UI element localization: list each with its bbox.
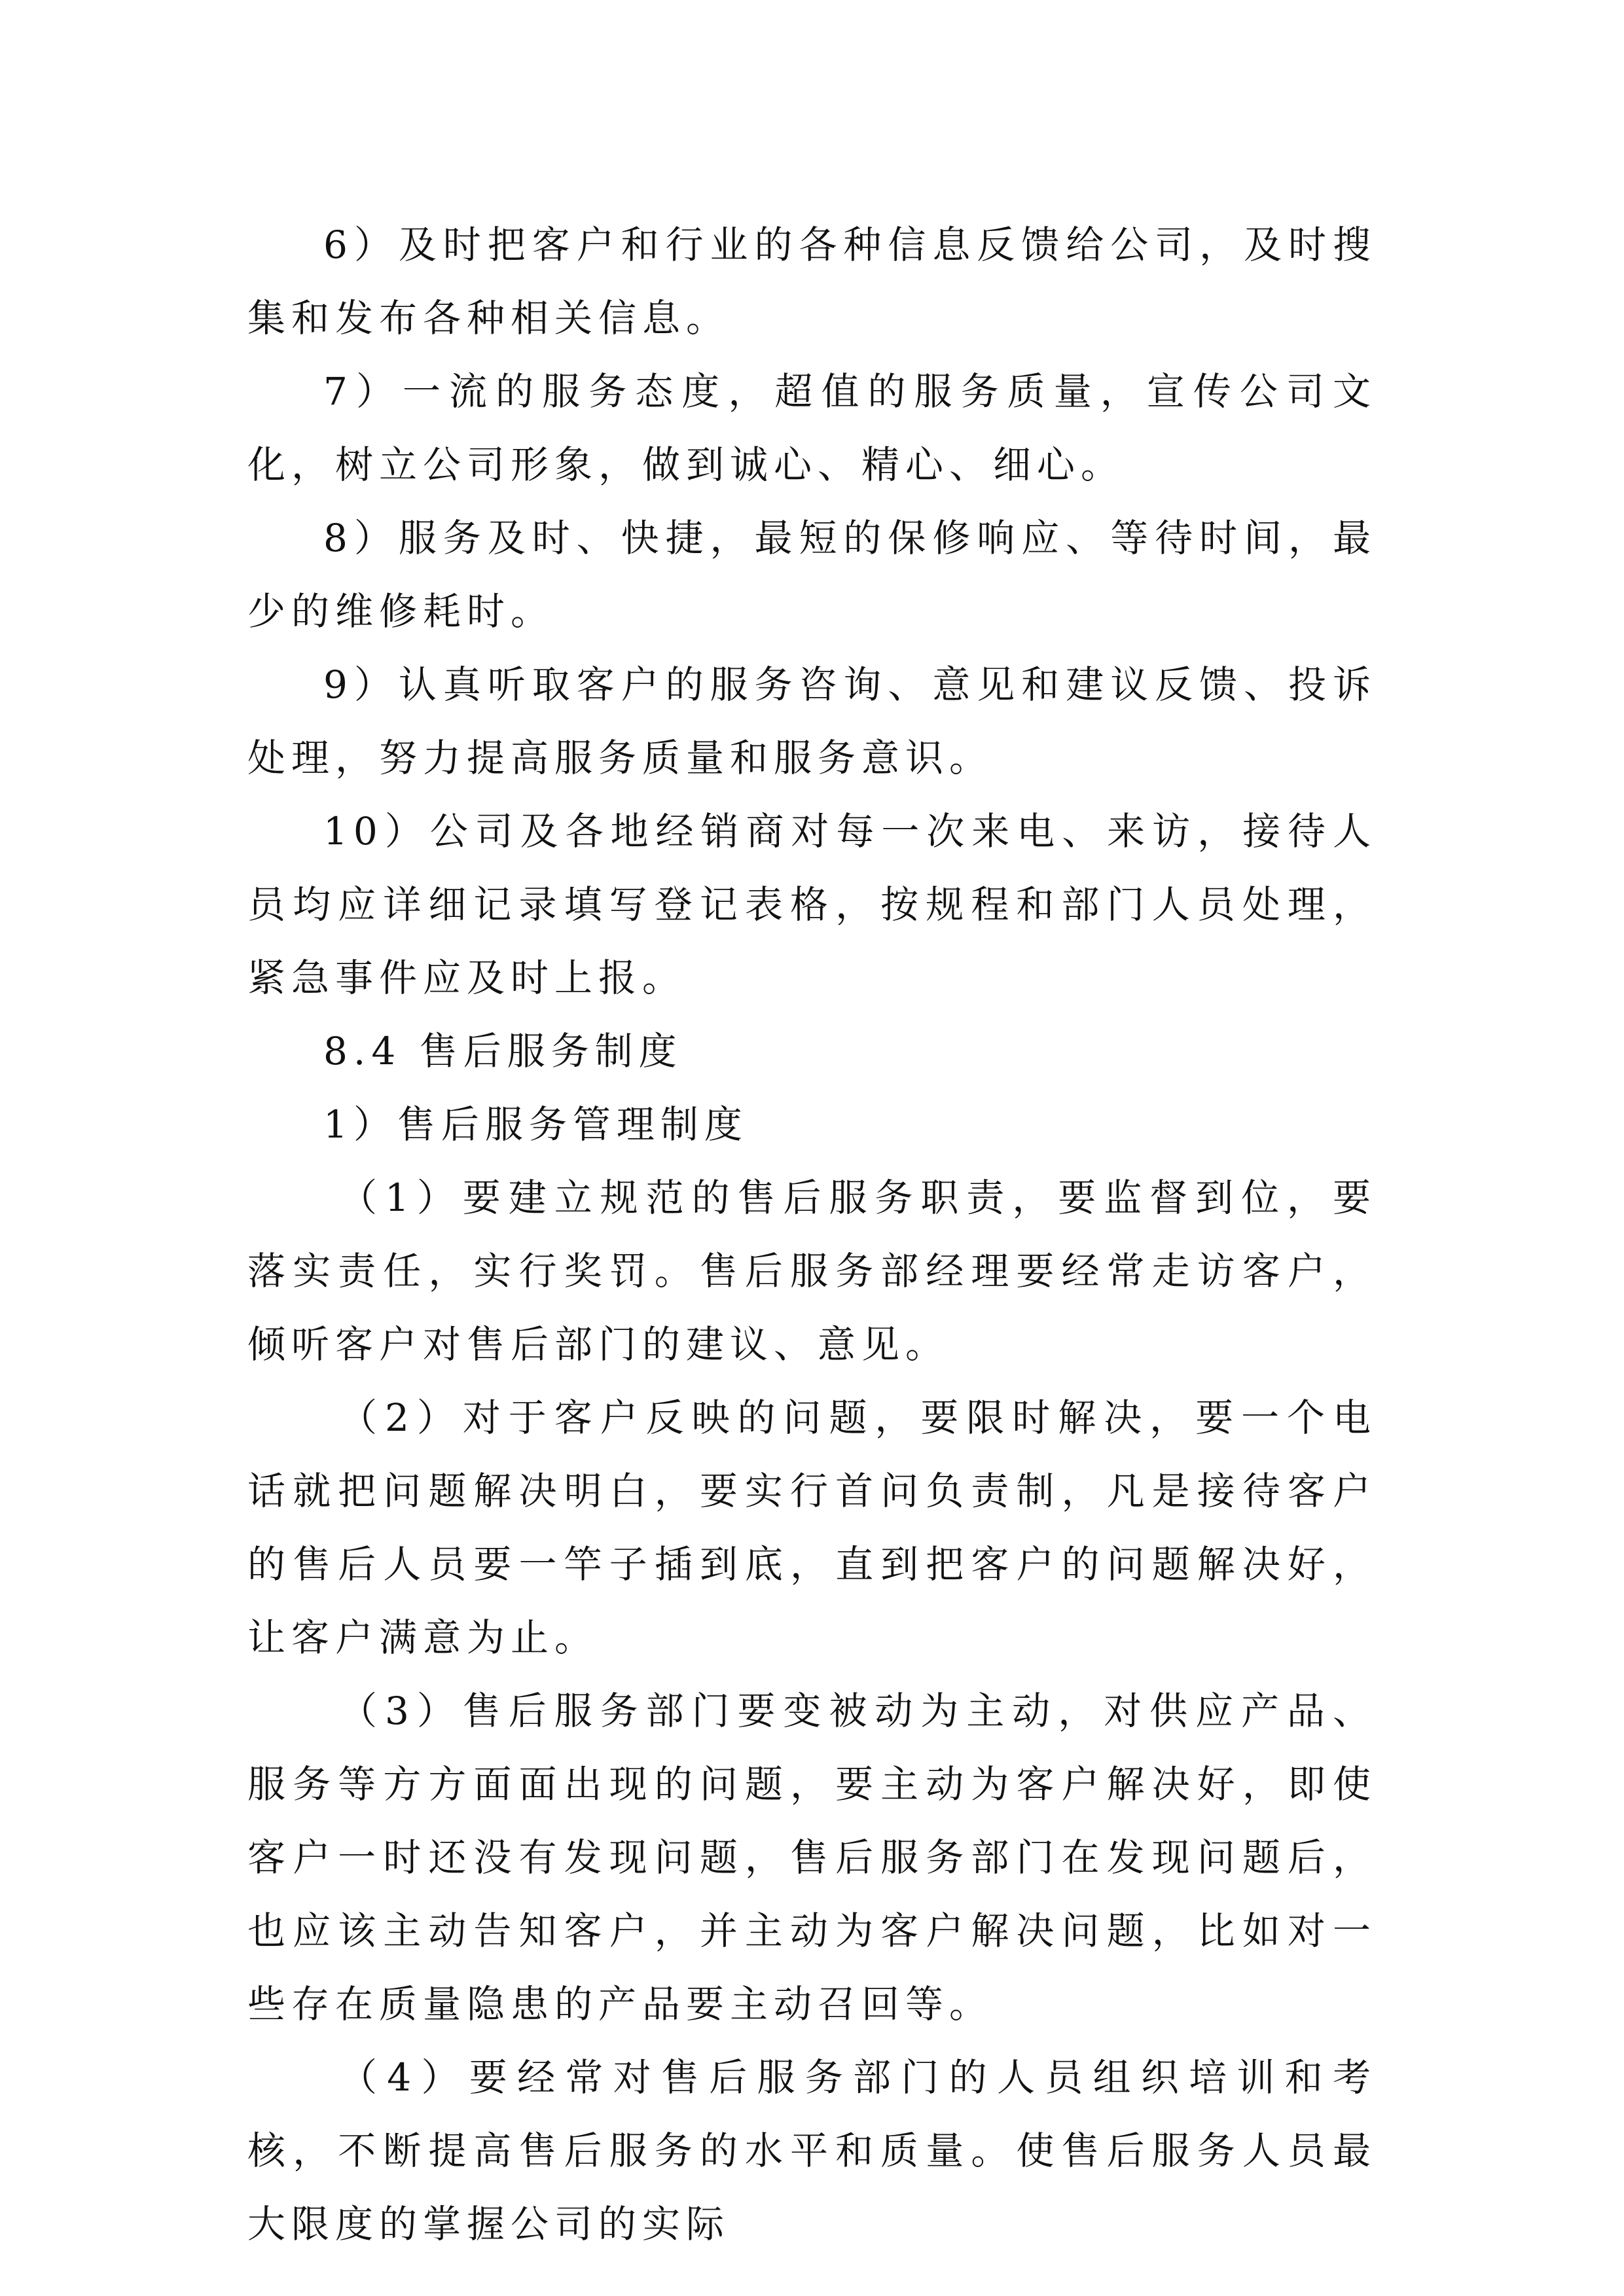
paragraph-item-8: 8）服务及时、快捷，最短的保修响应、等待时间，最少的维修耗时。 — [247, 516, 1377, 634]
section-heading-8-4: 8.4 售后服务制度 — [323, 1029, 683, 1073]
clause-item-3: （3）售后服务部门要变被动为主动，对供应产品、服务等方方面面出现的问题，要主动为客户解决好，即使客户一时还没有发现问题，售后服务部门在发现问题后，也应该主动告知客户，并主动为客户解决问题，比如对一些存在质量隐患的产品要主动召回等。 — [247, 1689, 1377, 2026]
subsection-heading-1: 1）售后服务管理制度 — [323, 1102, 748, 1147]
paragraph-item-9: 9）认真听取客户的服务咨询、意见和建议反馈、投诉处理，努力提高服务质量和服务意识。 — [247, 662, 1377, 780]
document-body — [247, 208, 1377, 2261]
paragraph-item-6: 6）及时把客户和行业的各种信息反馈给公司，及时搜集和发布各种相关信息。 — [247, 223, 1377, 340]
paragraph-item-10: 10）公司及各地经销商对每一次来电、来访，接待人员均应详细记录填写登记表格，按规程和部门人员处理，紧急事件应及时上报。 — [247, 809, 1377, 1000]
paragraph-item-7: 7）一流的服务态度，超值的服务质量，宣传公司文化，树立公司形象，做到诚心、精心、细心。 — [247, 369, 1377, 487]
clause-item-4: （4）要经常对售后服务部门的人员组织培训和考核，不断提高售后服务的水平和质量。使售后服务人员最大限度的掌握公司的实际 — [247, 2055, 1377, 2246]
clause-item-2: （2）对于客户反映的问题，要限时解决，要一个电话就把问题解决明白，要实行首问负责制，凡是接待客户的售后人员要一竿子插到底，直到把客户的问题解决好，让客户满意为止。 — [247, 1395, 1377, 1660]
clause-item-1: （1）要建立规范的售后服务职责，要监督到位，要落实责任，实行奖罚。售后服务部经理要经常走访客户，倾听客户对售后部门的建议、意见。 — [247, 1175, 1377, 1367]
